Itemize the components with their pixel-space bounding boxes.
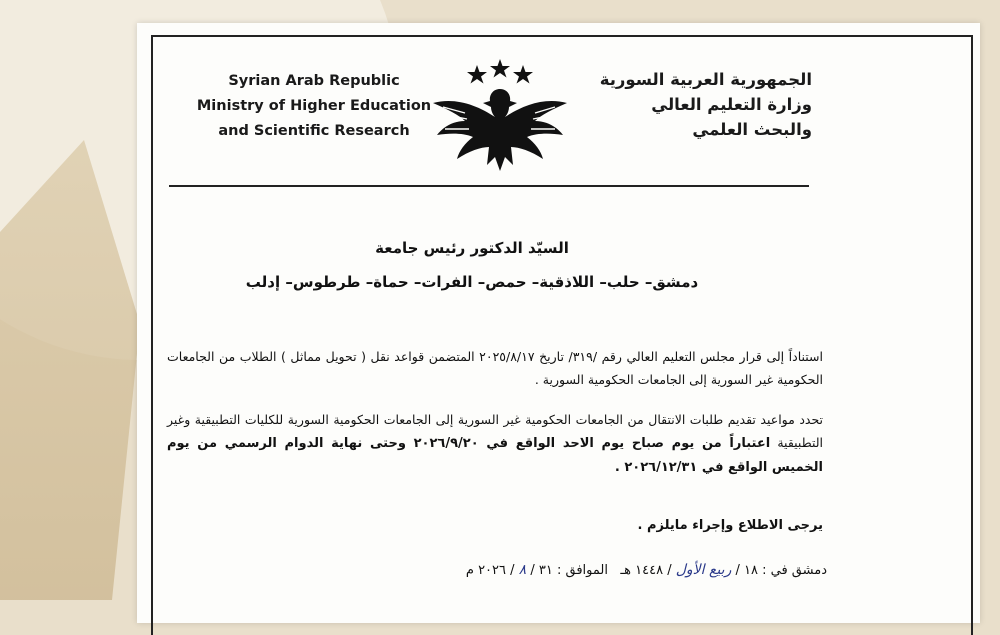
arabic-ministry: وزارة التعليم العالي	[651, 95, 812, 114]
paragraph-dates	[167, 408, 823, 479]
english-letterhead	[184, 69, 444, 144]
eagle-emblem-icon	[425, 55, 575, 177]
arabic-letterhead	[572, 67, 812, 142]
arabic-ministry-cont: والبحث العلمي	[692, 120, 812, 139]
gregorian-label: الموافق :	[556, 563, 608, 578]
english-ministry: Ministry of Higher Education	[196, 98, 432, 114]
gregorian-year: ٢٠٢٦ م	[465, 563, 507, 578]
arabic-country: الجمهورية العربية السورية	[599, 70, 812, 89]
english-country: Syrian Arab Republic	[228, 73, 400, 89]
addressee-universities: دمشق– حلب– اللاذقية– حمص– الفرات– حماة– طرطوس– إدلب	[245, 273, 699, 291]
paragraph-dates-normal: تحدد مواعيد تقديم طلبات الانتقال من الجامعات الحكومية غير السورية إلى الجامعات الحكومية السورية للكليات التطبيقية وغير التطبيقية	[167, 412, 824, 450]
hijri-month-handwritten: ربيع الأول	[675, 562, 732, 578]
date-line: دمشق في : ١٨ / ربيع الأول / ١٤٤٨ هـ الموافق : ٣١ / ٨ / ٢٠٢٦ م	[465, 562, 827, 578]
date-prefix: دمشق في :	[762, 563, 827, 578]
gregorian-day: ٣١	[538, 563, 553, 578]
document-page	[137, 23, 980, 623]
closing-request: يرجى الاطلاع وإجراء مايلزم .	[637, 518, 823, 533]
addressee-title: السيّد الدكتور رئيس جامعة	[375, 239, 569, 257]
paragraph-reference: استناداً إلى قرار مجلس التعليم العالي رقم /٣١٩/ تاريخ ٢٠٢٥/٨/١٧ المتضمن قواعد نقل ( تحويل مماثل ) الطلاب من الجامعات الحكومية غير السورية إلى الجامعات الحكومية السورية .	[167, 349, 824, 387]
paragraph-dates-bold: اعتباراً من يوم صباح يوم الاحد الواقع في ٢٠٢٦/٩/٢٠ وحتى نهاية الدوام الرسمي من يوم الخميس الواقع في ٢٠٢٦/١٢/٣١ .	[167, 436, 823, 475]
gregorian-month-handwritten: ٨	[518, 562, 527, 578]
hijri-year: ١٤٤٨ هـ	[620, 563, 664, 578]
header-divider	[169, 185, 809, 187]
english-ministry-cont: and Scientific Research	[218, 123, 410, 139]
hijri-day: ١٨	[744, 563, 758, 578]
